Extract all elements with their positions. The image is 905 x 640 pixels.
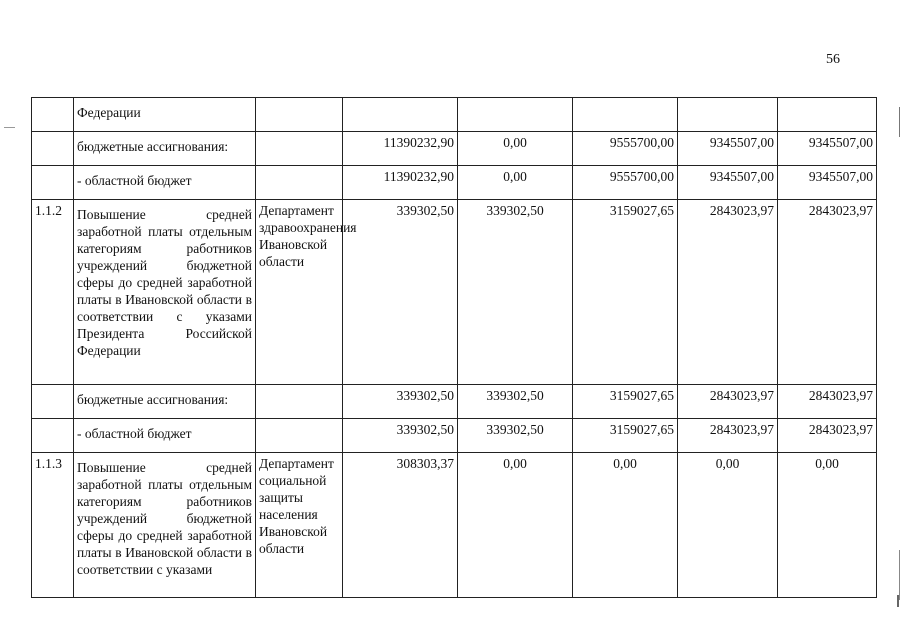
row-value-1: 339302,50 xyxy=(343,419,458,453)
row-index: 1.1.3 xyxy=(32,453,74,598)
row-value-1: 11390232,90 xyxy=(343,166,458,200)
page-number: 56 xyxy=(826,52,840,67)
row-value-5 xyxy=(778,98,877,132)
row-value-2: 339302,50 xyxy=(458,419,573,453)
row-value-3: 3159027,65 xyxy=(573,419,678,453)
row-value-2: 0,00 xyxy=(458,453,573,598)
row-value-3: 0,00 xyxy=(573,453,678,598)
row-value-4: 2843023,97 xyxy=(678,200,778,385)
row-value-4 xyxy=(678,98,778,132)
scan-mark-right-lower xyxy=(899,550,900,600)
row-name: - областной бюджет xyxy=(74,419,256,453)
table-row xyxy=(32,200,877,385)
table-row xyxy=(32,419,877,453)
row-value-4: 0,00 xyxy=(678,453,778,598)
scan-mark-right-bottom xyxy=(897,595,899,607)
row-value-3: 9555700,00 xyxy=(573,132,678,166)
row-index xyxy=(32,385,74,419)
scan-mark-left xyxy=(4,127,15,128)
row-name: Повышение средней заработной платы отдельным категориям работников учреждений бюджетной сферы до средней заработной платы в Ивановской области в соответствии с указами Президента Российской Федерации xyxy=(74,200,256,385)
row-index xyxy=(32,132,74,166)
row-department: Департамент здравоохранения Ивановской области xyxy=(256,200,343,385)
row-name: - областной бюджет xyxy=(74,166,256,200)
table-row xyxy=(32,98,877,132)
table-row xyxy=(32,385,877,419)
row-name: Федерации xyxy=(74,98,256,132)
row-department xyxy=(256,98,343,132)
row-value-3: 3159027,65 xyxy=(573,385,678,419)
row-value-2: 339302,50 xyxy=(458,385,573,419)
row-department xyxy=(256,166,343,200)
table-row xyxy=(32,453,877,598)
row-value-2: 0,00 xyxy=(458,132,573,166)
row-value-1 xyxy=(343,98,458,132)
row-value-5: 9345507,00 xyxy=(778,166,877,200)
row-value-5: 2843023,97 xyxy=(778,419,877,453)
row-index: 1.1.2 xyxy=(32,200,74,385)
row-name: бюджетные ассигнования: xyxy=(74,385,256,419)
row-value-1: 339302,50 xyxy=(343,200,458,385)
row-value-3: 3159027,65 xyxy=(573,200,678,385)
row-index xyxy=(32,419,74,453)
row-department xyxy=(256,132,343,166)
row-value-4: 9345507,00 xyxy=(678,132,778,166)
row-value-3: 9555700,00 xyxy=(573,166,678,200)
row-value-1: 308303,37 xyxy=(343,453,458,598)
row-value-5: 2843023,97 xyxy=(778,385,877,419)
row-name: Повышение средней заработной платы отдельным категориям работников учреждений бюджетной сферы до средней заработной платы в Ивановской области в соответствии с указами xyxy=(74,453,256,598)
row-value-2 xyxy=(458,98,573,132)
row-value-1: 11390232,90 xyxy=(343,132,458,166)
row-value-4: 2843023,97 xyxy=(678,385,778,419)
row-value-5: 0,00 xyxy=(778,453,877,598)
row-department: Департамент социальной защиты населения Ивановской области xyxy=(256,453,343,598)
scan-mark-right xyxy=(899,107,900,137)
row-department xyxy=(256,385,343,419)
budget-table xyxy=(31,97,877,598)
row-value-2: 339302,50 xyxy=(458,200,573,385)
row-department xyxy=(256,419,343,453)
row-value-2: 0,00 xyxy=(458,166,573,200)
table-row xyxy=(32,166,877,200)
row-value-3 xyxy=(573,98,678,132)
row-value-5: 9345507,00 xyxy=(778,132,877,166)
row-name: бюджетные ассигнования: xyxy=(74,132,256,166)
row-value-4: 2843023,97 xyxy=(678,419,778,453)
table-row xyxy=(32,132,877,166)
row-value-5: 2843023,97 xyxy=(778,200,877,385)
row-value-1: 339302,50 xyxy=(343,385,458,419)
row-index xyxy=(32,166,74,200)
row-value-4: 9345507,00 xyxy=(678,166,778,200)
row-index xyxy=(32,98,74,132)
